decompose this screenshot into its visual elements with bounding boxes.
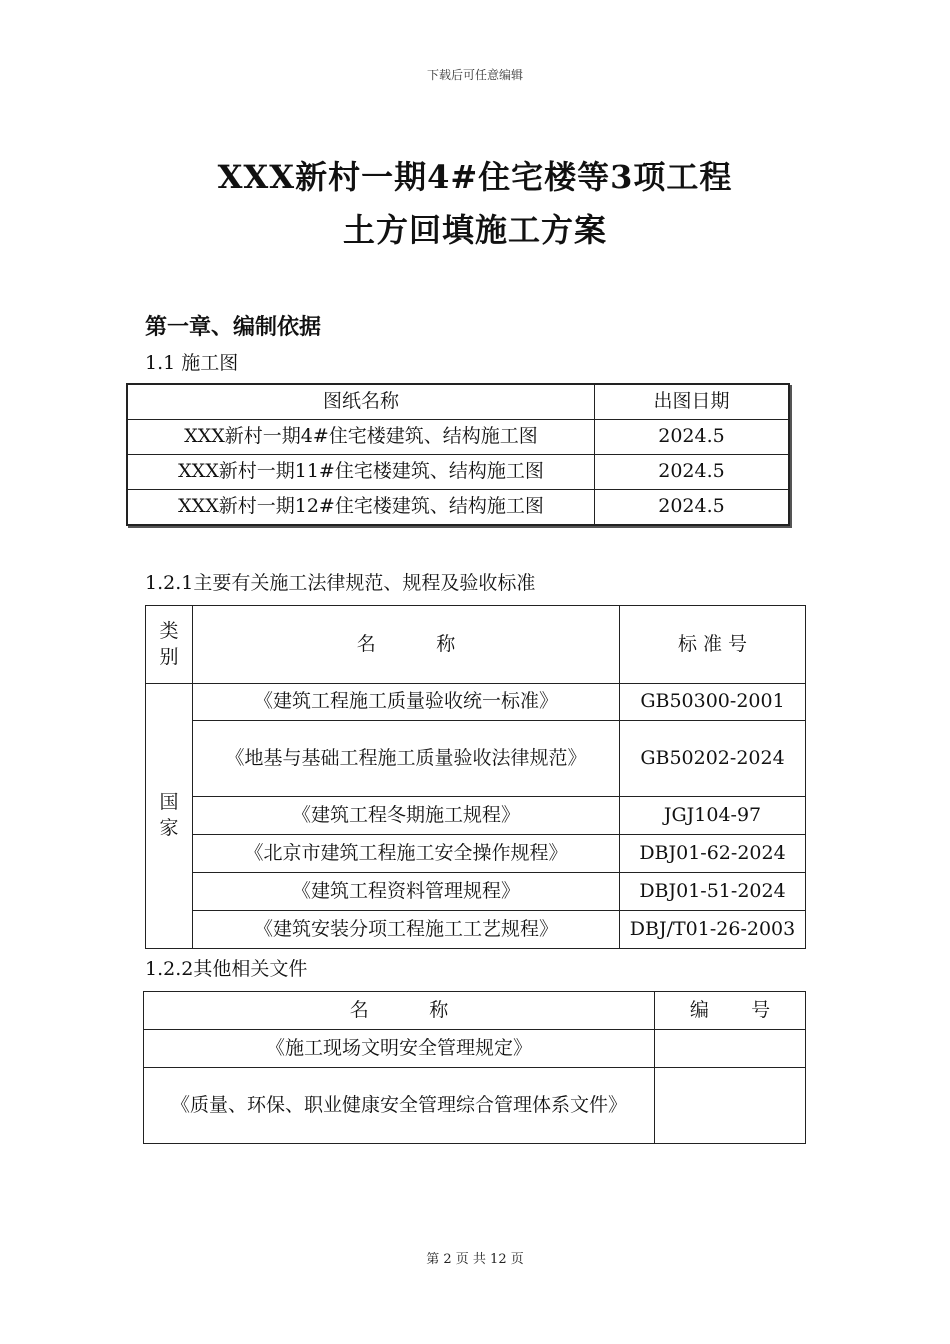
header-issue-date: 出图日期	[595, 384, 790, 420]
page-footer: 第 2 页 共 12 页	[426, 1252, 524, 1267]
header-document-name: 名 称	[144, 992, 655, 1030]
chapter-heading: 第一章、编制依据	[145, 314, 322, 340]
table-row	[146, 911, 806, 949]
category-char-1: 国	[159, 791, 179, 814]
table-row	[127, 420, 789, 455]
standard-name-cell: 《建筑工程施工质量验收统一标准》	[193, 684, 620, 721]
table-row	[146, 721, 806, 797]
table-header-row	[127, 384, 789, 420]
standard-code-cell: GB50300-2001	[620, 684, 806, 721]
standard-name-cell: 《建筑工程冬期施工规程》	[193, 797, 620, 835]
standard-code-cell: DBJ01-51-2024	[620, 873, 806, 911]
header-category-char-2: 别	[159, 645, 179, 668]
section-heading-1-1: 1.1 施工图	[145, 352, 239, 374]
header-document-number: 编 号	[655, 992, 806, 1030]
header-standard-code: 标 准 号	[620, 606, 806, 684]
table-row	[144, 1068, 806, 1144]
other-documents-table	[143, 991, 806, 1144]
header-standard-name: 名 称	[193, 606, 620, 684]
header-drawing-name: 图纸名称	[127, 384, 595, 420]
document-number-cell	[655, 1068, 806, 1144]
document-number-cell	[655, 1030, 806, 1068]
standards-table	[145, 605, 806, 949]
header-note: 下载后可任意编辑	[426, 68, 523, 82]
standard-name-cell: 《地基与基础工程施工质量验收法律规范》	[193, 721, 620, 797]
drawing-name-cell: XXX新村一期12#住宅楼建筑、结构施工图	[127, 490, 595, 526]
table-row	[146, 684, 806, 721]
table-row	[146, 835, 806, 873]
drawings-table	[126, 383, 790, 526]
standard-code-cell: JGJ104-97	[620, 797, 806, 835]
standard-code-cell: GB50202-2024	[620, 721, 806, 797]
document-title-line-2: 土方回填施工方案	[342, 211, 607, 249]
document-name-cell: 《质量、环保、职业健康安全管理综合管理体系文件》	[144, 1068, 655, 1144]
category-char-2: 家	[159, 817, 179, 839]
section-heading-1-2-2: 1.2.2其他相关文件	[145, 958, 308, 980]
category-cell	[146, 684, 193, 949]
table-row	[127, 490, 789, 526]
table-header-row	[146, 606, 806, 684]
document-name-cell: 《施工现场文明安全管理规定》	[144, 1030, 655, 1068]
standard-name-cell: 《建筑工程资料管理规程》	[193, 873, 620, 911]
standard-code-cell: DBJ01-62-2024	[620, 835, 806, 873]
table-row	[146, 797, 806, 835]
table-row	[127, 455, 789, 490]
issue-date-cell: 2024.5	[595, 490, 790, 526]
header-category-char-1: 类	[159, 619, 179, 642]
standard-code-cell: DBJ/T01-26-2003	[620, 911, 806, 949]
header-category	[146, 606, 193, 684]
issue-date-cell: 2024.5	[595, 420, 790, 455]
document-title-line-1: XXX新村一期4#住宅楼等3项工程	[217, 158, 733, 196]
table-header-row	[144, 992, 806, 1030]
table-row	[146, 873, 806, 911]
drawing-name-cell: XXX新村一期11#住宅楼建筑、结构施工图	[127, 455, 595, 490]
issue-date-cell: 2024.5	[595, 455, 790, 490]
drawing-name-cell: XXX新村一期4#住宅楼建筑、结构施工图	[127, 420, 595, 455]
standard-name-cell: 《北京市建筑工程施工安全操作规程》	[193, 835, 620, 873]
standard-name-cell: 《建筑安装分项工程施工工艺规程》	[193, 911, 620, 949]
table-row	[144, 1030, 806, 1068]
section-heading-1-2-1: 1.2.1主要有关施工法律规范、规程及验收标准	[145, 572, 536, 594]
